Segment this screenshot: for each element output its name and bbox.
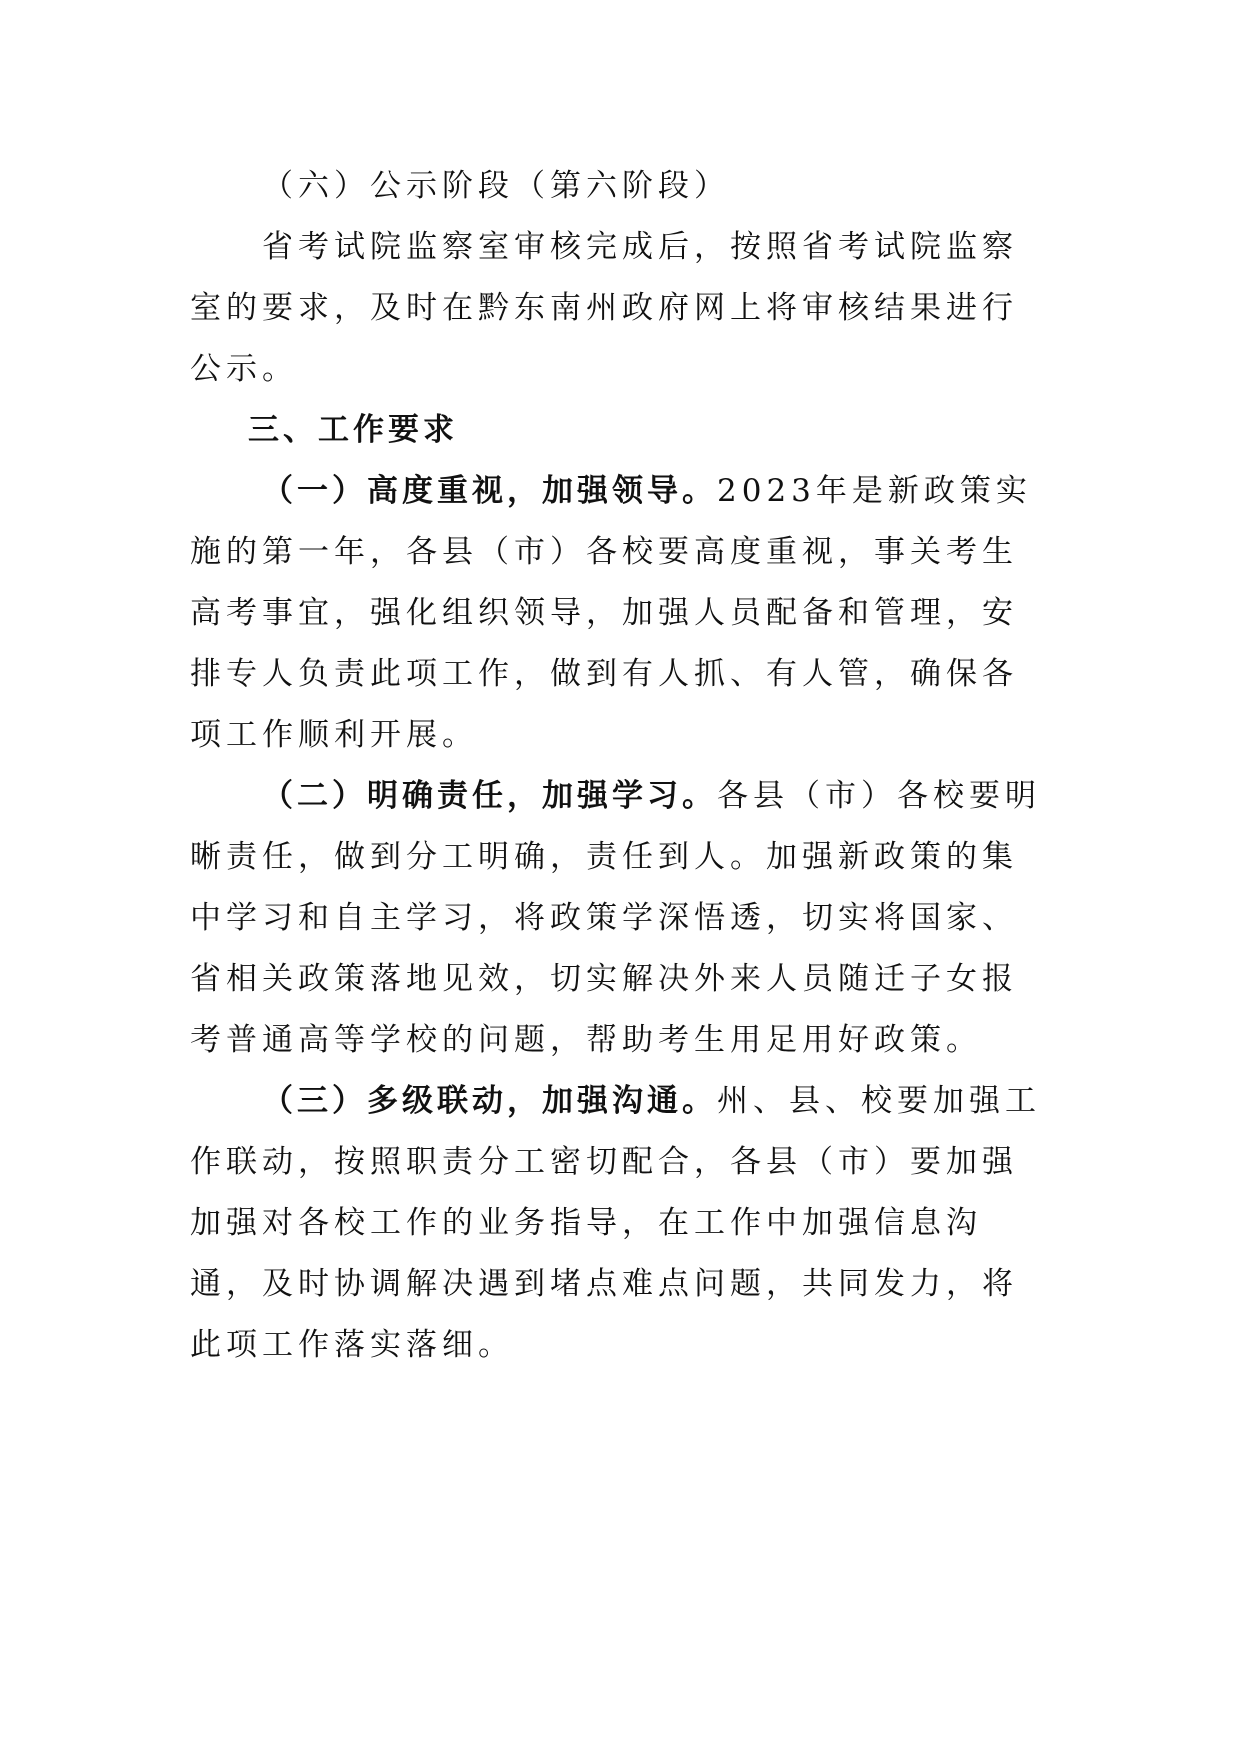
requirement-three-lead: （三）多级联动，加强沟通。 xyxy=(262,1083,717,1119)
requirement-two-paragraph xyxy=(190,766,1050,1071)
requirement-three-paragraph xyxy=(190,1071,1050,1376)
document-body xyxy=(190,156,1050,1376)
requirement-two-body: 各县（市）各校要明晰责任，做到分工明确，责任到人。加强新政策的集中学习和自主学习，将政策学深悟透，切实将国家、省相关政策落地见效，切实解决外来人员随迁子女报考普通高等学校的问题，帮助考生用足用好政策。 xyxy=(190,778,1041,1058)
requirement-one-body: 2023年是新政策实施的第一年，各县（市）各校要高度重视，事关考生高考事宜，强化组织领导，加强人员配备和管理，安排专人负责此项工作，做到有人抓、有人管，确保各项工作顺利开展。 xyxy=(190,473,1032,753)
requirement-three-body: 州、县、校要加强工作联动，按照职责分工密切配合，各县（市）要加强加强对各校工作的业务指导，在工作中加强信息沟通，及时协调解决遇到堵点难点问题，共同发力，将此项工作落实落细。 xyxy=(190,1083,1041,1363)
requirement-one-paragraph xyxy=(190,461,1050,766)
work-requirements-heading xyxy=(190,400,1050,461)
stage-six-heading xyxy=(190,156,1050,217)
stage-six-paragraph xyxy=(190,217,1050,400)
requirement-two-lead: （二）明确责任，加强学习。 xyxy=(262,778,717,814)
stage-six-paragraph-text: 省考试院监察室审核完成后，按照省考试院监察室的要求，及时在黔东南州政府网上将审核结果进行公示。 xyxy=(190,229,1018,387)
work-requirements-heading-text: 三、工作要求 xyxy=(248,412,458,448)
requirement-one-lead: （一）高度重视，加强领导。 xyxy=(262,473,717,509)
stage-six-heading-text: （六）公示阶段（第六阶段） xyxy=(262,168,730,204)
